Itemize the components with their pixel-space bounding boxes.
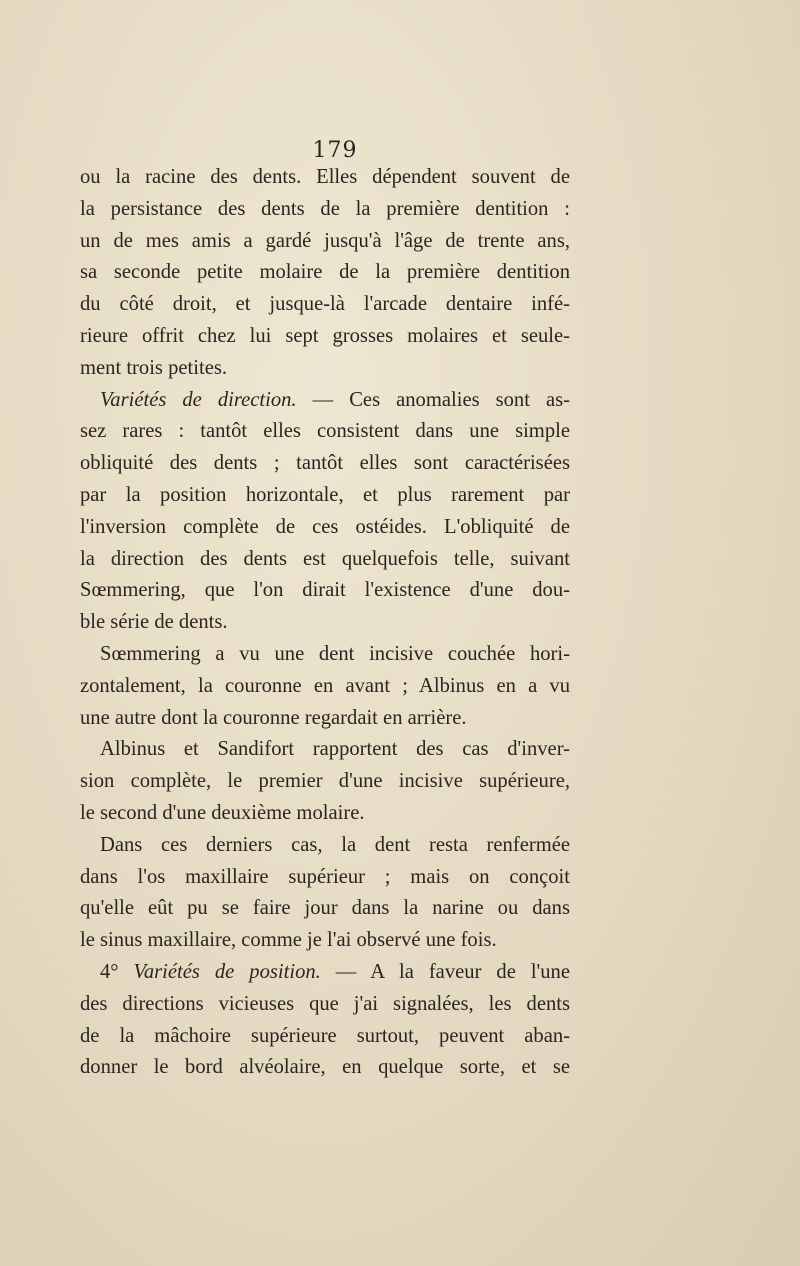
paragraph (80, 385, 570, 639)
body-text (80, 162, 570, 1084)
text-line: qu'elle eût pu se faire jour dans la narine ou dans (80, 897, 570, 920)
text-line: Albinus et Sandifort rapportent des cas d'inver- (100, 738, 570, 761)
text-line: Sœmmering a vu une dent incisive couchée hori- (100, 642, 570, 665)
text-line: de la mâchoire supérieure surtout, peuvent aban- (80, 1024, 570, 1047)
text-line: des directions vicieuses que j'ai signalées, les dents (80, 992, 570, 1015)
page-number: 179 (312, 138, 358, 163)
text-line: sez rares : tantôt elles consistent dans une simple (80, 420, 570, 443)
text-line: le second d'une deuxième molaire. (80, 801, 365, 824)
text-line: du côté droit, et jusque-là l'arcade dentaire infé- (80, 293, 570, 316)
text-line: le sinus maxillaire, comme je l'ai observé une fois. (80, 929, 497, 952)
text-line: ble série de dents. (80, 611, 228, 634)
paragraph (80, 830, 570, 957)
section-heading: Variétés de direction. (100, 388, 297, 411)
text-line: sa seconde petite molaire de la première dentition (80, 261, 570, 284)
text-line: ment trois petites. (80, 356, 227, 379)
text-line: Dans ces derniers cas, la dent resta renfermée (100, 833, 570, 856)
text-line: dans l'os maxillaire supérieur ; mais on conçoit (80, 865, 570, 888)
text-line: la direction des dents est quelquefois telle, suivant (80, 547, 570, 570)
text-line: obliquité des dents ; tantôt elles sont caractérisées (80, 452, 570, 475)
paragraph (80, 162, 570, 385)
text-line: zontalement, la couronne en avant ; Albinus en a vu (80, 674, 570, 697)
text-line: Variétés de direction. — Ces anomalies sont as- (100, 388, 570, 411)
text-line: Sœmmering, que l'on dirait l'existence d'une dou- (80, 579, 570, 602)
text-line: un de mes amis a gardé jusqu'à l'âge de trente ans, (80, 229, 570, 252)
text-line: ou la racine des dents. Elles dépendent souvent de (80, 166, 570, 188)
text-line: donner le bord alvéolaire, en quelque sorte, et se (80, 1056, 570, 1079)
text-line: par la position horizontale, et plus rarement par (80, 483, 570, 506)
text-line: une autre dont la couronne regardait en arrière. (80, 706, 467, 729)
paragraph (80, 734, 570, 829)
text-line: sion complète, le premier d'une incisive supérieure, (80, 770, 570, 793)
paragraph (80, 639, 570, 734)
section-heading: Variétés de position. (133, 960, 321, 983)
text-line: rieure offrit chez lui sept grosses molaires et seule- (80, 324, 570, 347)
text-line: l'inversion complète de ces ostéides. L'obliquité de (80, 515, 570, 538)
text-line: la persistance des dents de la première dentition : (80, 197, 570, 220)
text-line: 4° Variétés de position. — A la faveur de l'une (100, 960, 570, 983)
paragraph (80, 957, 570, 1084)
